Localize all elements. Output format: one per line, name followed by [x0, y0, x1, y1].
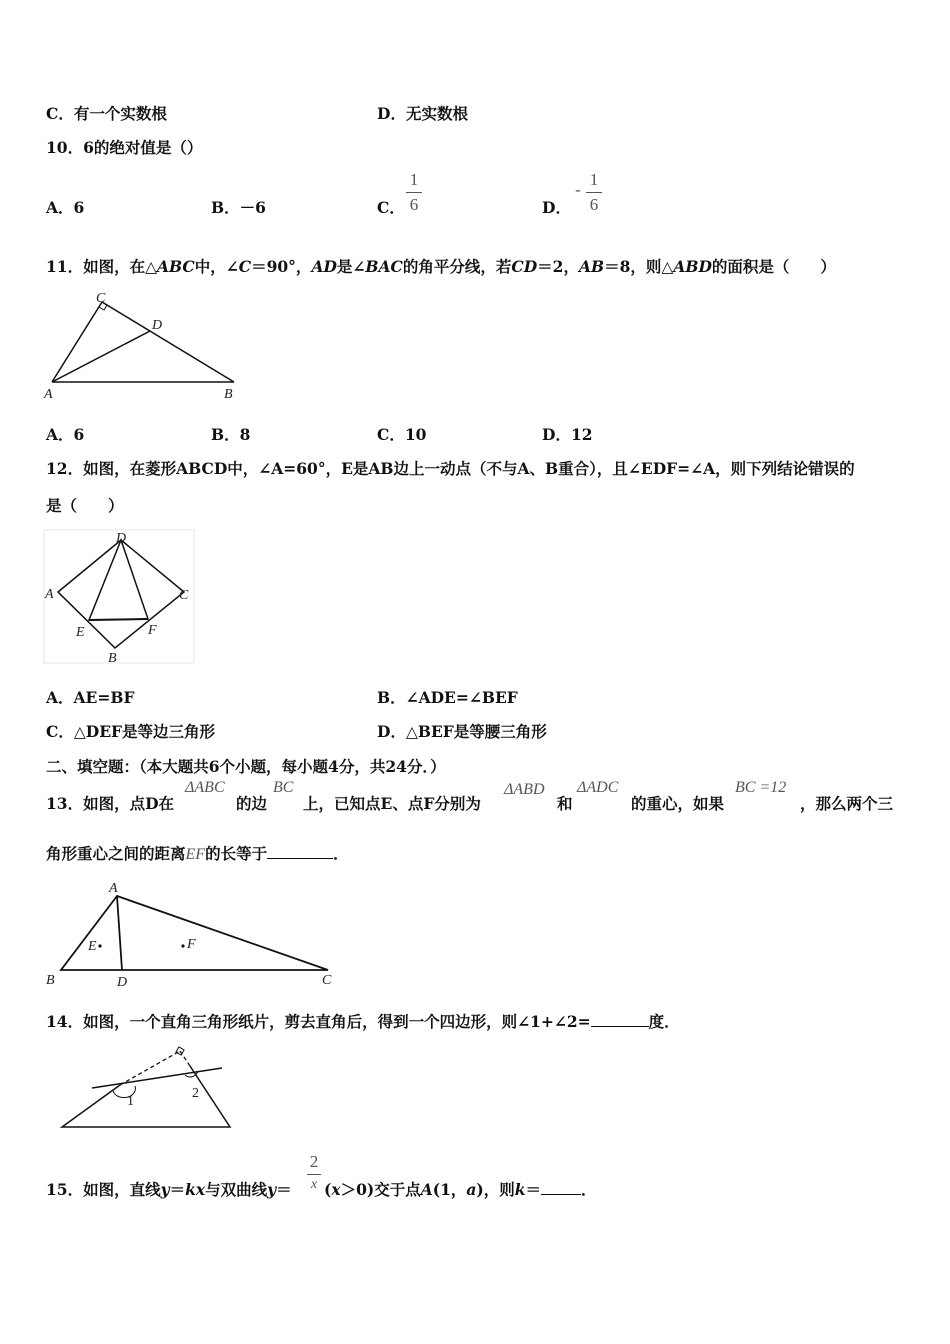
q14-stem: 14．如图，一个直角三角形纸片，剪去直角后，得到一个四边形，则∠1+∠2= 度．: [46, 1012, 680, 1031]
label-b: B: [224, 387, 233, 402]
label-d: D: [152, 318, 163, 333]
q15-stem-part1: 15．如图，直线y＝kx与双曲线y＝: [46, 1180, 292, 1199]
quadrilateral: [62, 1066, 230, 1127]
q12-option-a: A．AE=BF: [46, 688, 135, 707]
fraction-denominator: 6: [589, 195, 599, 214]
q12-option-d: D．△BEF是等腰三角形: [377, 722, 547, 741]
q11-stem: 11．如图，在△ABC中，∠C＝90°，AD是∠BAC的角平分线，若CD＝2，AB＝8，则△ABD的面积是（ ）: [46, 257, 836, 276]
label-e: E: [88, 939, 97, 954]
q10-option-a: A．6: [46, 198, 85, 217]
q13-stem-part1: 13．如图，点D在: [46, 794, 175, 813]
fraction-bar: [586, 192, 602, 193]
q11-figure: [40, 288, 250, 406]
q10-stem: 10．6的绝对值是（）: [46, 138, 203, 157]
label-c: C: [322, 973, 332, 988]
segment-cb: [102, 302, 234, 382]
q12-stem-line2: 是（ ）: [46, 496, 124, 515]
q10-option-d-label: D．: [542, 198, 571, 217]
dashed-side-2: [180, 1051, 190, 1066]
q11-option-c: C．10: [377, 425, 427, 444]
q11-option-d: D．12: [542, 425, 593, 444]
q13-stem-part4: 和: [557, 794, 573, 813]
label-e: E: [76, 625, 85, 640]
label-d: D: [116, 531, 127, 546]
label-a: A: [109, 881, 118, 896]
q11-option-a: A．6: [46, 425, 85, 444]
q9-option-c: C．有一个实数根: [46, 104, 167, 123]
label-angle-2: 2: [192, 1086, 199, 1101]
fraction-bar: [307, 1174, 321, 1175]
q13-stem-part5: 的重心，如果: [631, 794, 725, 813]
q10-option-b: B．－6: [211, 198, 266, 217]
q10-option-d-fraction: [586, 170, 602, 215]
label-angle-1: 1: [127, 1094, 134, 1109]
label-a: A: [44, 387, 53, 402]
fraction-denominator: x: [310, 1177, 318, 1192]
label-d: D: [117, 975, 128, 990]
fraction-numerator: 1: [409, 170, 419, 189]
q12-stem-line1: 12．如图，在菱形ABCD中，∠A=60°，E是AB边上一动点（不与A、B重合），且∠EDF=∠A，则下列结论错误的: [46, 459, 855, 478]
fraction-denominator: 6: [409, 195, 419, 214]
segment-ac: [52, 302, 102, 382]
segment-ad: [117, 896, 122, 970]
q9-option-d: D．无实数根: [377, 104, 468, 123]
q13-stem-part6: ，那么两个三: [800, 794, 894, 813]
q13-math-abd: ΔABD: [504, 781, 545, 798]
label-b: B: [108, 651, 117, 666]
q13-stem-part3: 上，已知点E、点F分别为: [303, 794, 481, 813]
q10-option-d-sign: -: [575, 180, 581, 199]
q13-figure: [40, 876, 340, 990]
answer-blank[interactable]: [591, 1012, 649, 1027]
q12-option-c: C．△DEF是等边三角形: [46, 722, 216, 741]
q15-fraction: [307, 1152, 321, 1193]
point-f: [181, 944, 184, 947]
q11-option-b: B．8: [211, 425, 251, 444]
label-c: C: [179, 588, 189, 603]
q14-figure: [55, 1042, 240, 1132]
q12-option-b: B．∠ADE=∠BEF: [377, 688, 518, 707]
q13-stem-part2: 的边: [236, 794, 268, 813]
answer-blank[interactable]: [541, 1180, 581, 1195]
q10-option-c-label: C．: [377, 198, 405, 217]
fraction-bar: [406, 192, 422, 193]
q15-stem-part2: (x＞0)交于点A(1，a)，则k＝ ．: [324, 1180, 597, 1199]
segment-ef: [89, 619, 148, 620]
dashed-side-1: [120, 1051, 180, 1085]
fraction-numerator: 1: [589, 170, 599, 189]
q13-math-adc: ΔADC: [577, 779, 619, 796]
answer-blank[interactable]: [267, 844, 333, 859]
label-c: C: [96, 291, 106, 306]
q13-math-abc: ΔABC: [185, 779, 225, 796]
label-b: B: [46, 973, 55, 988]
point-e: [98, 944, 101, 947]
label-f: F: [187, 937, 196, 952]
triangle-def: [89, 540, 148, 620]
label-a: A: [45, 587, 54, 602]
q10-option-c-fraction: [406, 170, 422, 215]
q13-math-bc12: BC =12: [735, 779, 787, 796]
label-f: F: [148, 623, 157, 638]
segment-ad: [52, 331, 150, 382]
fraction-numerator: 2: [309, 1152, 319, 1171]
q13-math-bc: BC: [273, 779, 294, 796]
q12-figure: [40, 528, 196, 666]
q13-stem-line2: 角形重心之间的距离EF的长等于 ．: [46, 844, 349, 863]
triangle-abc: [61, 896, 328, 970]
section2-title: 二、填空题：（本大题共6个小题，每小题4分，共24分．）: [46, 757, 446, 776]
figure-frame: [44, 530, 194, 663]
